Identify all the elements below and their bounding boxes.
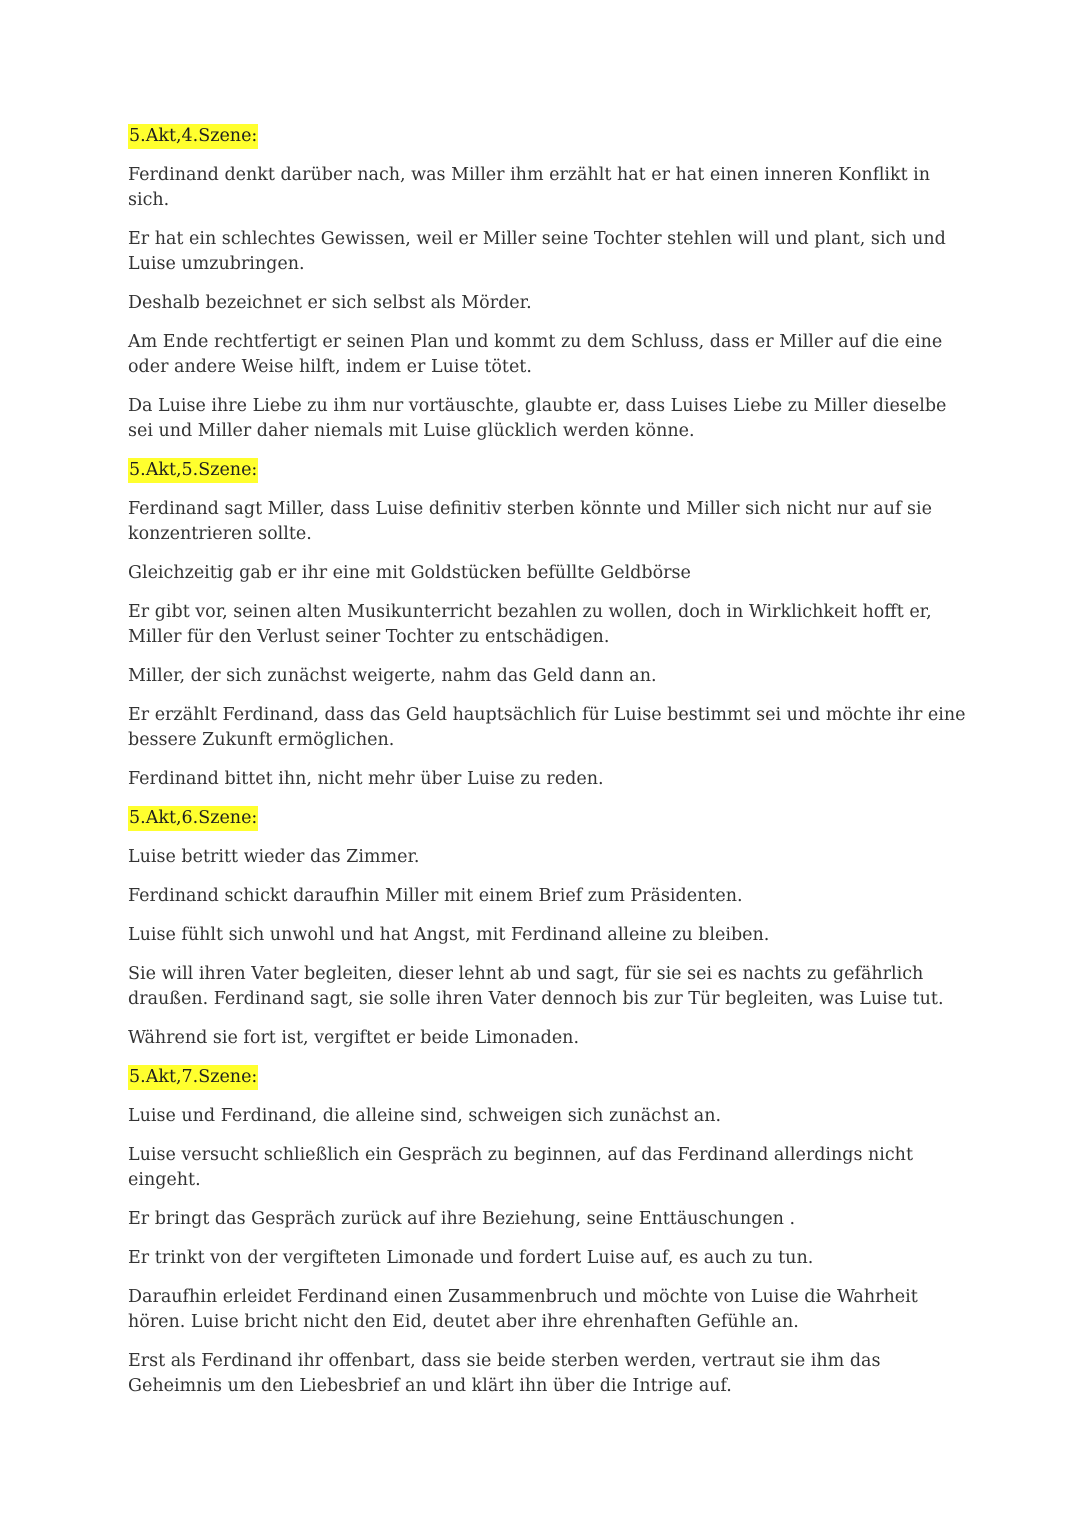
paragraph: Miller, der sich zunächst weigerte, nahm das Geld dann an. [128, 666, 657, 686]
paragraph: Er bringt das Gespräch zurück auf ihre Beziehung, seine Enttäuschungen . [128, 1209, 796, 1229]
paragraph: Sie will ihren Vater begleiten, dieser lehnt ab und sagt, für sie sei es nachts zu gefährlich draußen. Ferdinand sagt, sie solle ihren Vater dennoch bis zur Tür begleiten, was Luise tut. [128, 964, 944, 1009]
paragraph: Am Ende rechtfertigt er seinen Plan und kommt zu dem Schluss, dass er Miller auf die eine oder andere Weise hilft, indem er Luise tötet. [128, 332, 943, 377]
paragraph: Er erzählt Ferdinand, dass das Geld hauptsächlich für Luise bestimmt sei und möchte ihr eine bessere Zukunft ermöglichen. [128, 705, 966, 750]
paragraph: Deshalb bezeichnet er sich selbst als Mörder. [128, 293, 532, 313]
paragraph: Erst als Ferdinand ihr offenbart, dass sie beide sterben werden, vertraut sie ihm das Geheimnis um den Liebesbrief an und klärt ihn über die Intrige auf. [128, 1351, 881, 1396]
paragraph: Gleichzeitig gab er ihr eine mit Goldstücken befüllte Geldbörse [128, 563, 691, 583]
paragraph: Daraufhin erleidet Ferdinand einen Zusammenbruch und möchte von Luise die Wahrheit hören. Luise bricht nicht den Eid, deutet aber ihre ehrenhaften Gefühle an. [128, 1287, 918, 1332]
section-heading: 5.Akt,4.Szene: [128, 124, 258, 149]
paragraph: Luise fühlt sich unwohl und hat Angst, mit Ferdinand alleine zu bleiben. [128, 925, 770, 945]
section-heading: 5.Akt,7.Szene: [128, 1065, 258, 1090]
paragraph: Er trinkt von der vergifteten Limonade und fordert Luise auf, es auch zu tun. [128, 1248, 814, 1268]
paragraph: Ferdinand sagt Miller, dass Luise definitiv sterben könnte und Miller sich nicht nur auf sie konzentrieren sollte. [128, 499, 932, 544]
section-heading: 5.Akt,5.Szene: [128, 458, 258, 483]
paragraph: Er hat ein schlechtes Gewissen, weil er Miller seine Tochter stehlen will und plant, sich und Luise umzubringen. [128, 229, 946, 274]
document-page [128, 124, 968, 1413]
section-akt5-szene6 [128, 806, 968, 1051]
section-heading: 5.Akt,6.Szene: [128, 806, 258, 831]
paragraph: Da Luise ihre Liebe zu ihm nur vortäuschte, glaubte er, dass Luises Liebe zu Miller dieselbe sei und Miller daher niemals mit Luise glücklich werden könne. [128, 396, 947, 441]
section-akt5-szene4 [128, 124, 968, 444]
paragraph: Luise und Ferdinand, die alleine sind, schweigen sich zunächst an. [128, 1106, 722, 1126]
section-akt5-szene7 [128, 1065, 968, 1399]
paragraph: Ferdinand denkt darüber nach, was Miller ihm erzählt hat er hat einen inneren Konflikt in sich. [128, 165, 931, 210]
paragraph: Ferdinand schickt daraufhin Miller mit einem Brief zum Präsidenten. [128, 886, 743, 906]
section-akt5-szene5 [128, 458, 968, 792]
paragraph: Er gibt vor, seinen alten Musikunterricht bezahlen zu wollen, doch in Wirklichkeit hofft er, Miller für den Verlust seiner Tochter zu entschädigen. [128, 602, 932, 647]
paragraph: Luise betritt wieder das Zimmer. [128, 847, 420, 867]
paragraph: Während sie fort ist, vergiftet er beide Limonaden. [128, 1028, 580, 1048]
paragraph: Luise versucht schließlich ein Gespräch zu beginnen, auf das Ferdinand allerdings nicht eingeht. [128, 1145, 913, 1190]
paragraph: Ferdinand bittet ihn, nicht mehr über Luise zu reden. [128, 769, 604, 789]
